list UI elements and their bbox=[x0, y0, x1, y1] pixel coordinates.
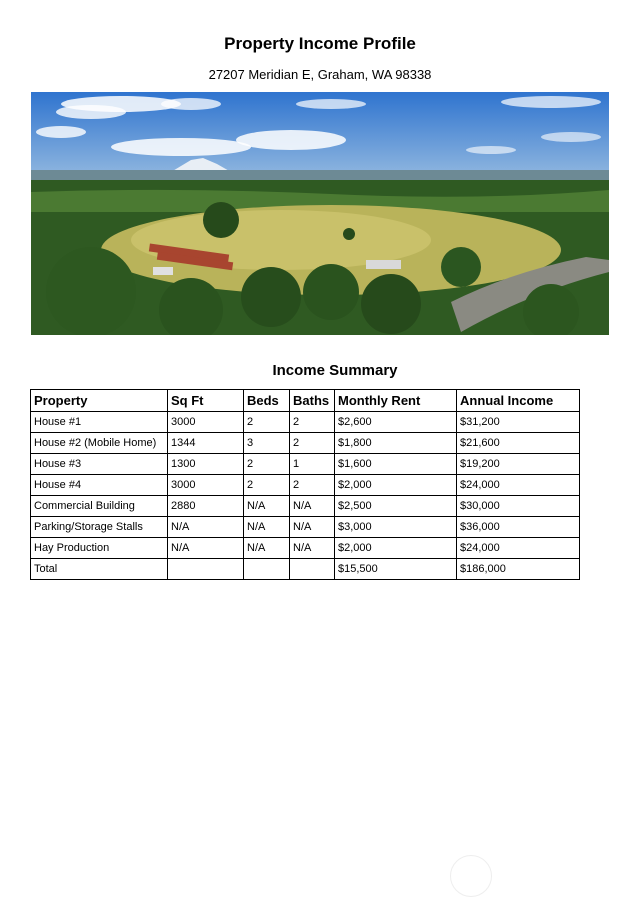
table-row bbox=[31, 454, 580, 475]
cell-sqft: 2880 bbox=[168, 496, 244, 517]
cell-baths bbox=[290, 559, 335, 580]
cell-property: Hay Production bbox=[31, 538, 168, 559]
cell-monthly-rent: $1,800 bbox=[335, 433, 457, 454]
cell-property: Commercial Building bbox=[31, 496, 168, 517]
cell-monthly-rent: $3,000 bbox=[335, 517, 457, 538]
table-row bbox=[31, 538, 580, 559]
cell-beds bbox=[244, 559, 290, 580]
cell-beds: 2 bbox=[244, 454, 290, 475]
cell-monthly-rent: $15,500 bbox=[335, 559, 457, 580]
cell-annual-income: $21,600 bbox=[457, 433, 580, 454]
cell-annual-income: $186,000 bbox=[457, 559, 580, 580]
cell-beds: 3 bbox=[244, 433, 290, 454]
cell-monthly-rent: $2,000 bbox=[335, 538, 457, 559]
column-header-beds: Beds bbox=[244, 390, 290, 412]
property-aerial-photo bbox=[31, 92, 609, 335]
cell-baths: 1 bbox=[290, 454, 335, 475]
cell-monthly-rent: $2,600 bbox=[335, 412, 457, 433]
cell-annual-income: $30,000 bbox=[457, 496, 580, 517]
cell-beds: N/A bbox=[244, 496, 290, 517]
table-row-total bbox=[31, 559, 580, 580]
column-header-sqft: Sq Ft bbox=[168, 390, 244, 412]
cell-baths: 2 bbox=[290, 412, 335, 433]
cell-baths: N/A bbox=[290, 538, 335, 559]
cell-annual-income: $24,000 bbox=[457, 538, 580, 559]
property-address: 27207 Meridian E, Graham, WA 98338 bbox=[208, 67, 432, 82]
cell-beds: N/A bbox=[244, 517, 290, 538]
cell-sqft: N/A bbox=[168, 517, 244, 538]
cell-property: House #4 bbox=[31, 475, 168, 496]
income-summary-title: Income Summary bbox=[272, 362, 398, 379]
cell-sqft bbox=[168, 559, 244, 580]
table-row bbox=[31, 412, 580, 433]
watermark-circle bbox=[450, 855, 492, 897]
page-title: Property Income Profile bbox=[224, 34, 416, 53]
column-header-annual-income: Annual Income bbox=[457, 390, 580, 412]
income-summary-table bbox=[30, 389, 580, 580]
cell-beds: 2 bbox=[244, 412, 290, 433]
cell-sqft: 1344 bbox=[168, 433, 244, 454]
cell-baths: 2 bbox=[290, 475, 335, 496]
cell-monthly-rent: $1,600 bbox=[335, 454, 457, 475]
cell-baths: N/A bbox=[290, 496, 335, 517]
cell-baths: 2 bbox=[290, 433, 335, 454]
table-row bbox=[31, 475, 580, 496]
cell-property: House #1 bbox=[31, 412, 168, 433]
cell-monthly-rent: $2,000 bbox=[335, 475, 457, 496]
cell-sqft: 3000 bbox=[168, 412, 244, 433]
aerial-photo-image bbox=[31, 92, 609, 335]
cell-baths: N/A bbox=[290, 517, 335, 538]
cell-annual-income: $36,000 bbox=[457, 517, 580, 538]
cell-sqft: 3000 bbox=[168, 475, 244, 496]
cell-sqft: N/A bbox=[168, 538, 244, 559]
column-header-baths: Baths bbox=[290, 390, 335, 412]
table-row bbox=[31, 517, 580, 538]
table-row bbox=[31, 433, 580, 454]
cell-annual-income: $31,200 bbox=[457, 412, 580, 433]
cell-beds: N/A bbox=[244, 538, 290, 559]
cell-beds: 2 bbox=[244, 475, 290, 496]
table-header-row bbox=[31, 390, 580, 412]
cell-sqft: 1300 bbox=[168, 454, 244, 475]
cell-property: House #3 bbox=[31, 454, 168, 475]
cell-annual-income: $24,000 bbox=[457, 475, 580, 496]
cell-monthly-rent: $2,500 bbox=[335, 496, 457, 517]
table-row bbox=[31, 496, 580, 517]
column-header-property: Property bbox=[31, 390, 168, 412]
cell-property: House #2 (Mobile Home) bbox=[31, 433, 168, 454]
cell-property: Parking/Storage Stalls bbox=[31, 517, 168, 538]
cell-annual-income: $19,200 bbox=[457, 454, 580, 475]
cell-property: Total bbox=[31, 559, 168, 580]
column-header-monthly-rent: Monthly Rent bbox=[335, 390, 457, 412]
